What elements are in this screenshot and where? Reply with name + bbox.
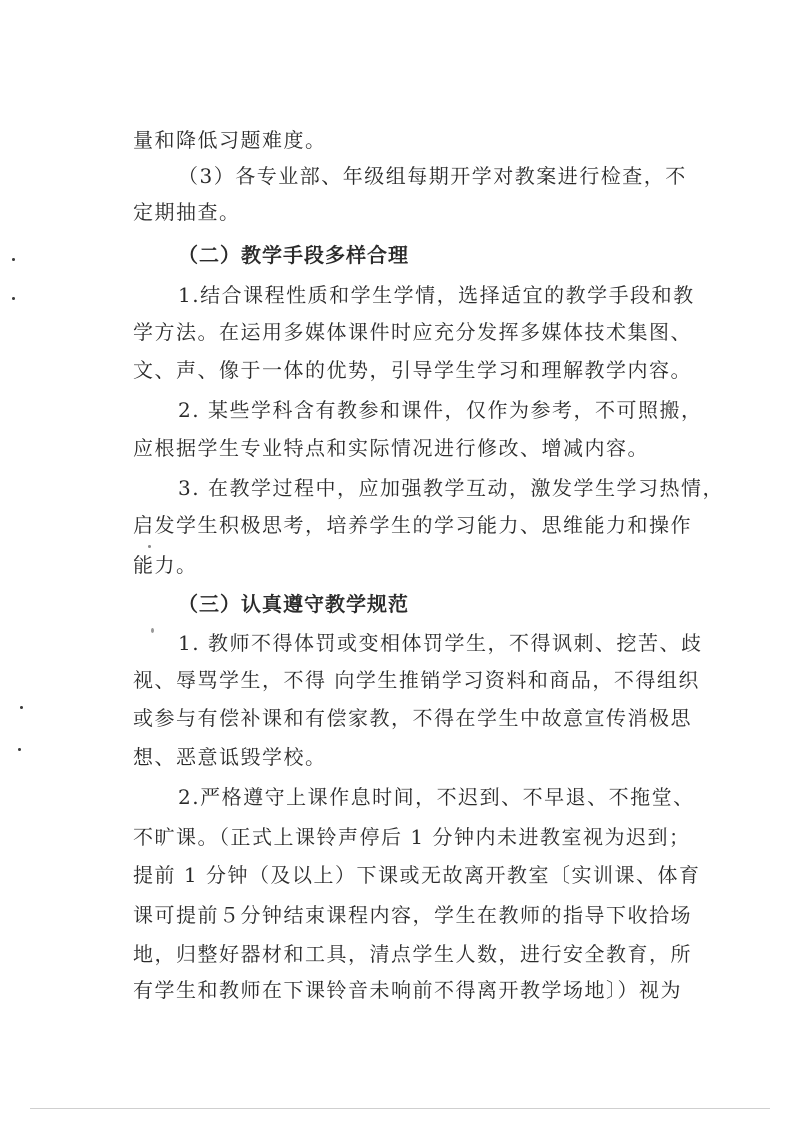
text-line: 1.结合课程性质和学生学情，选择适宜的教学手段和教 xyxy=(178,283,695,307)
text-line: 或参与有偿补课和有偿家教，不得在学生中故意宣传消极思 xyxy=(133,706,692,730)
scan-speck xyxy=(12,258,15,261)
text-line: 课可提前５分钟结束课程内容，学生在教师的指导下收拾场 xyxy=(133,903,692,927)
text-line: 应根据学生专业特点和实际情况进行修改、增减内容。 xyxy=(133,436,649,460)
text-line: 地，归整好器材和工具，清点学生人数，进行安全教育，所 xyxy=(133,942,692,966)
scan-speck xyxy=(18,748,21,751)
text-line: 启发学生积极思考，培养学生的学习能力、思维能力和操作 xyxy=(133,513,692,537)
text-line: 能力。 xyxy=(133,553,198,577)
scan-speck xyxy=(148,545,151,548)
text-line: 提前 1 分钟（及以上）下课或无故离开教室〔实训课、体育 xyxy=(133,863,701,887)
scan-speck xyxy=(12,297,15,300)
text-line: 视、辱骂学生，不得 向学生推销学习资料和商品，不得组织 xyxy=(133,668,700,692)
text-line: 1. 教师不得体罚或变相体罚学生，不得讽刺、挖苦、歧 xyxy=(178,631,703,655)
text-line: 学方法。在运用多媒体课件时应充分发挥多媒体技术集图、 xyxy=(133,320,692,344)
section-heading: （三）认真遵守教学规范 xyxy=(178,592,409,616)
scan-edge-line xyxy=(30,1108,770,1109)
text-line: 文、声、像于一体的优势，引导学生学习和理解教学内容。 xyxy=(133,358,692,382)
scan-speck xyxy=(20,706,23,709)
section-heading: （二）教学手段多样合理 xyxy=(178,243,409,267)
text-line: 想、恶意诋毁学校。 xyxy=(133,745,327,769)
text-line: 2.严格遵守上课作息时间，不迟到、不早退、不拖堂、 xyxy=(178,785,695,809)
text-line: （3）各专业部、年级组每期开学对教案进行检查，不 xyxy=(178,164,687,188)
text-line: 3. 在教学过程中，应加强教学互动，激发学生学习热情， xyxy=(178,476,724,500)
text-line: 有学生和教师在下课铃音未响前不得离开教学场地〕）视为 xyxy=(133,978,682,1002)
text-line: 量和降低习题难度。 xyxy=(133,128,327,152)
text-line: 定期抽查。 xyxy=(133,200,241,224)
text-line: 不旷课。（正式上课铃声停后 1 分钟内未进教室视为迟到； xyxy=(133,825,691,849)
scan-speck xyxy=(151,628,154,633)
text-line: 2. 某些学科含有教参和课件，仅作为参考，不可照搬， xyxy=(178,398,703,422)
